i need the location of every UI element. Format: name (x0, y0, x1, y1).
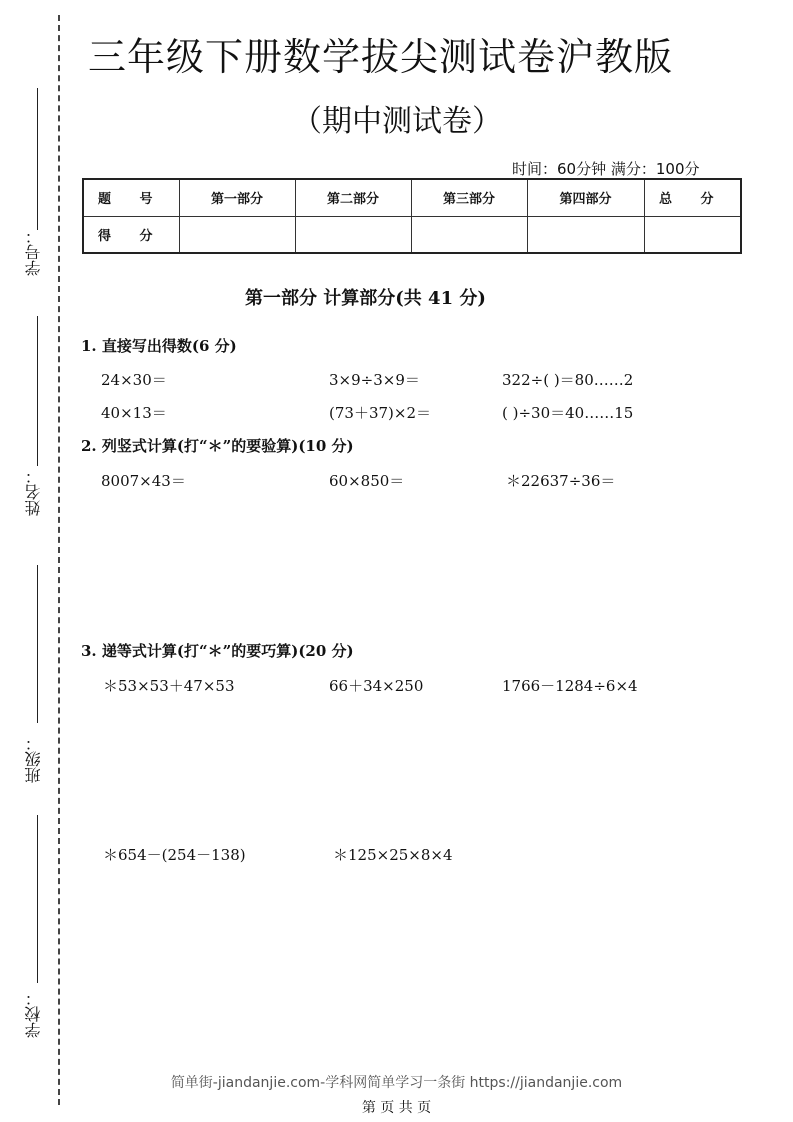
q3-item: 66＋34×250 (329, 677, 424, 695)
score-cell-total: 总 分 (644, 179, 741, 216)
q2-item: 8007×43＝ (101, 472, 186, 490)
q3-item: ＊125×25×8×4 (333, 846, 453, 864)
binding-dashed-line (58, 15, 60, 1105)
score-blank[interactable] (527, 216, 644, 253)
score-cell-part3: 第三部分 (411, 179, 527, 216)
student-no-line (37, 88, 38, 230)
score-cell-label: 题 号 (83, 179, 179, 216)
school-line (37, 815, 38, 983)
q3-item: 1766－1284÷6×4 (502, 677, 638, 695)
page-subtitle: （期中测试卷） (292, 104, 502, 139)
score-row-label: 得 分 (83, 216, 179, 253)
q1-item: (73＋37)×2＝ (329, 404, 431, 422)
part1-title: 第一部分 计算部分(共 41 分) (245, 288, 486, 309)
page-title: 三年级下册数学拔尖测试卷沪教版 (88, 35, 674, 79)
score-cell-part2: 第二部分 (295, 179, 411, 216)
name-label: 姓名： (24, 468, 43, 516)
class-label: 班级： (24, 735, 43, 783)
q1-item: 24×30＝ (101, 371, 167, 389)
score-table (82, 178, 742, 254)
q3-title: 3. 递等式计算(打“＊”的要巧算)(20 分) (81, 642, 354, 660)
score-table-header-row (83, 179, 741, 216)
score-table-score-row (83, 216, 741, 253)
q3-item: ＊53×53＋47×53 (103, 677, 235, 695)
q3-item: ＊654－(254－138) (103, 846, 246, 864)
footer-page-number: 第 页 共 页 (361, 1100, 432, 1116)
q1-item: ( )÷30＝40……15 (502, 404, 634, 422)
score-cell-part4: 第四部分 (527, 179, 644, 216)
q2-item: ＊22637÷36＝ (506, 472, 616, 490)
score-blank[interactable] (295, 216, 411, 253)
footer-site-watermark: 简单街-jiandanjie.com-学科网简单学习一条街 https://jiandanjie.com (170, 1075, 623, 1091)
class-line (37, 565, 38, 723)
school-label: 学校： (24, 990, 43, 1038)
score-blank[interactable] (179, 216, 295, 253)
score-cell-part1: 第一部分 (179, 179, 295, 216)
q1-item: 3×9÷3×9＝ (329, 371, 420, 389)
q1-title: 1. 直接写出得数(6 分) (81, 337, 237, 355)
exam-meta: 时间：60分钟 满分：100分 (512, 160, 700, 178)
q2-item: 60×850＝ (329, 472, 405, 490)
score-blank[interactable] (644, 216, 741, 253)
q2-title: 2. 列竖式计算(打“＊”的要验算)(10 分) (81, 437, 354, 455)
q1-item: 40×13＝ (101, 404, 167, 422)
q1-item: 322÷( )＝80……2 (502, 371, 634, 389)
name-line (37, 316, 38, 466)
score-blank[interactable] (411, 216, 527, 253)
student-no-label: 学号： (24, 228, 43, 276)
